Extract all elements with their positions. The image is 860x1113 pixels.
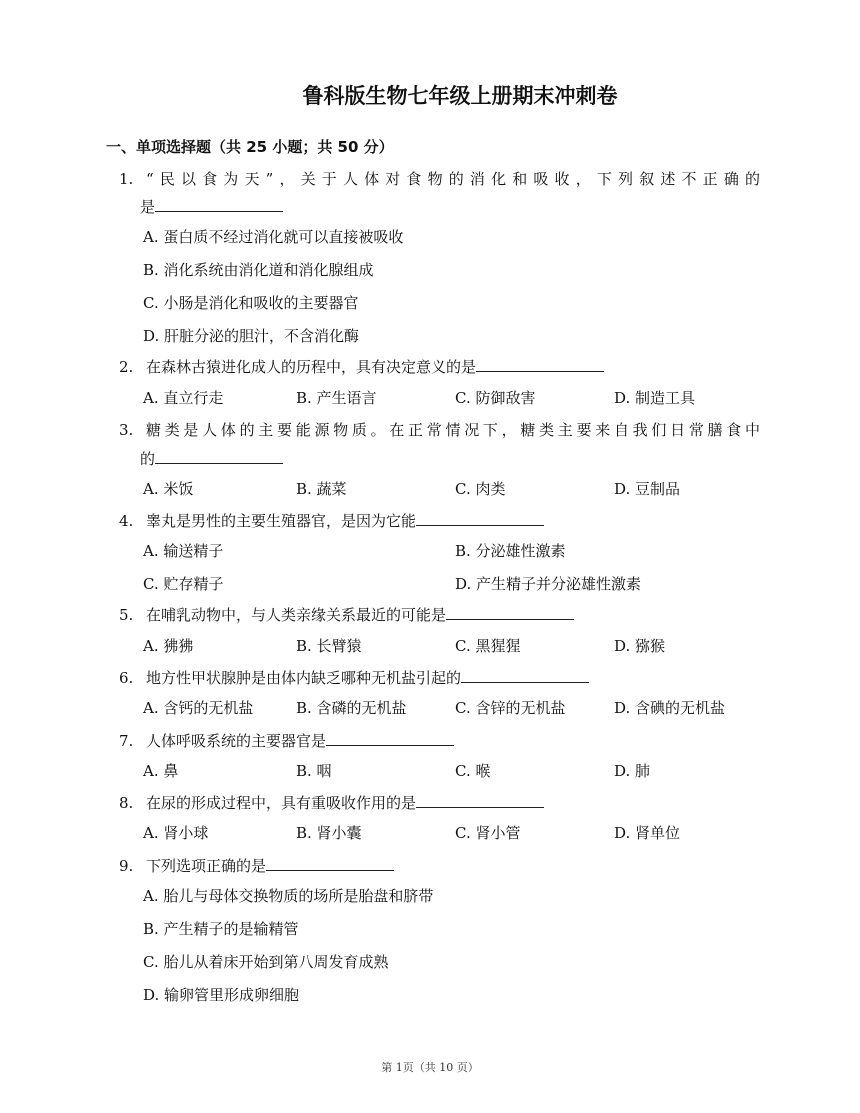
question-text: 糖类是人体的主要能源物质。在正常情况下，糖类主要来自我们日常膳食中: [146, 421, 760, 439]
option-c[interactable]: C. 肾小管: [455, 824, 521, 842]
question-text: 地方性甲状腺肿是由体内缺乏哪种无机盐引起的: [146, 664, 786, 692]
option-b[interactable]: B. 分泌雄性激素: [455, 542, 566, 560]
question-number: 8.: [119, 794, 134, 812]
answer-blank[interactable]: [461, 668, 589, 683]
option-c[interactable]: C. 胎儿从着床开始到第八周发育成熟: [143, 953, 389, 971]
question-number: 5.: [119, 606, 134, 624]
question-text: 在哺乳动物中，与人类亲缘关系最近的可能是: [146, 601, 786, 629]
option-b[interactable]: B. 长臂猿: [296, 637, 362, 655]
option-a[interactable]: A. 狒狒: [143, 637, 194, 655]
answer-blank[interactable]: [446, 605, 574, 620]
question-number: 6.: [119, 669, 134, 687]
option-a[interactable]: A. 直立行走: [143, 389, 224, 407]
option-c[interactable]: C. 小肠是消化和吸收的主要器官: [143, 294, 359, 312]
answer-blank[interactable]: [266, 856, 394, 871]
option-a[interactable]: A. 肾小球: [143, 824, 209, 842]
option-b[interactable]: B. 产生精子的是输精管: [143, 920, 299, 938]
page-title: 鲁科版生物七年级上册期末冲刺卷: [302, 84, 618, 108]
option-b[interactable]: B. 产生语言: [296, 389, 377, 407]
question-number: 1.: [119, 170, 134, 188]
answer-blank[interactable]: [416, 511, 544, 526]
option-d[interactable]: D. 输卵管里形成卵细胞: [143, 986, 300, 1004]
question-number: 7.: [119, 732, 134, 750]
option-b[interactable]: B. 蔬菜: [296, 480, 347, 498]
option-d[interactable]: D. 含碘的无机盐: [614, 699, 726, 717]
question-text: “民以食为天”，关于人体对食物的消化和吸收，下列叙述不正确的: [146, 170, 760, 188]
option-d[interactable]: D. 产生精子并分泌雄性激素: [455, 575, 642, 593]
option-a[interactable]: A. 鼻: [143, 762, 179, 780]
question-text: 在尿的形成过程中，具有重吸收作用的是: [146, 789, 786, 817]
page-footer: 第 1页（共 10 页）: [381, 1061, 479, 1074]
question-text: 睾丸是男性的主要生殖器官，是因为它能: [146, 507, 786, 535]
option-c[interactable]: C. 黑猩猩: [455, 637, 521, 655]
question-number: 3.: [119, 421, 134, 439]
question-text-cont: 是: [140, 193, 780, 221]
question-text: 人体呼吸系统的主要器官是: [146, 727, 786, 755]
section-heading: 一、单项选择题（共 25 小题；共 50 分）: [106, 138, 394, 156]
option-d[interactable]: D. 制造工具: [614, 389, 696, 407]
option-b[interactable]: B. 咽: [296, 762, 332, 780]
question-text: 下列选项正确的是: [146, 852, 786, 880]
option-a[interactable]: A. 输送精子: [143, 542, 224, 560]
option-c[interactable]: C. 贮存精子: [143, 575, 224, 593]
option-a[interactable]: A. 蛋白质不经过消化就可以直接被吸收: [143, 228, 404, 246]
question-number: 9.: [119, 857, 134, 875]
question-number: 4.: [119, 512, 134, 530]
option-a[interactable]: A. 含钙的无机盐: [143, 699, 254, 717]
option-c[interactable]: C. 含锌的无机盐: [455, 699, 566, 717]
option-c[interactable]: C. 喉: [455, 762, 491, 780]
option-d[interactable]: D. 肾单位: [614, 824, 681, 842]
option-c[interactable]: C. 防御敌害: [455, 389, 536, 407]
option-d[interactable]: D. 肺: [614, 762, 651, 780]
option-b[interactable]: B. 消化系统由消化道和消化腺组成: [143, 261, 374, 279]
question-text-cont: 的: [140, 445, 780, 473]
answer-blank[interactable]: [416, 793, 544, 808]
question-text: 在森林古猿进化成人的历程中，具有决定意义的是: [146, 353, 786, 381]
answer-blank[interactable]: [326, 731, 454, 746]
question-number: 2.: [119, 358, 134, 376]
answer-blank[interactable]: [155, 449, 283, 464]
option-a[interactable]: A. 胎儿与母体交换物质的场所是胎盘和脐带: [143, 887, 434, 905]
answer-blank[interactable]: [155, 197, 283, 212]
option-d[interactable]: D. 豆制品: [614, 480, 681, 498]
option-c[interactable]: C. 肉类: [455, 480, 506, 498]
option-b[interactable]: B. 含磷的无机盐: [296, 699, 407, 717]
answer-blank[interactable]: [476, 357, 604, 372]
option-d[interactable]: D. 肝脏分泌的胆汁，不含消化酶: [143, 327, 360, 345]
option-a[interactable]: A. 米饭: [143, 480, 194, 498]
option-d[interactable]: D. 猕猴: [614, 637, 666, 655]
option-b[interactable]: B. 肾小囊: [296, 824, 362, 842]
